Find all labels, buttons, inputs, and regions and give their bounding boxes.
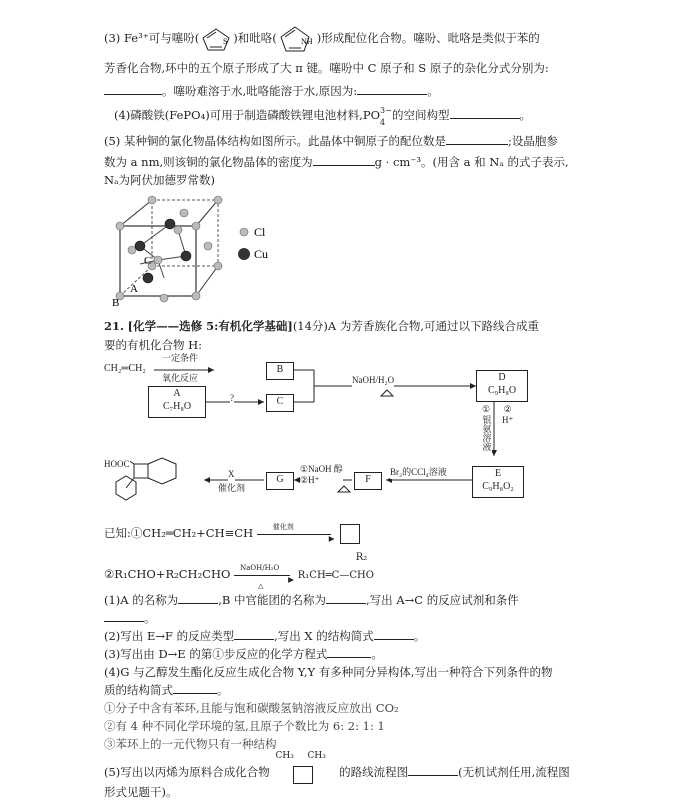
q21-sub4-cont: 质的结构简式 。 <box>104 683 229 697</box>
condition-2: ②有 4 种不同化学环境的氢,且原子个数比为 6: 2: 1: 1 <box>104 719 385 733</box>
cond-label: ①NaOH 醇 ②H⁺ <box>300 464 343 485</box>
eq2-product: R₂ R₁CH═C—CHO <box>297 552 374 581</box>
q21-sub3: (3)写出由 D→E 的第①步反应的化学方程式 。 <box>104 647 383 661</box>
eq2-arrow: NaOH/H₂O ▸ △ <box>234 568 294 582</box>
cyclobutene-product-icon <box>340 524 360 544</box>
q5-line2: 数为 a nm,则该铜的氯化物晶体的密度为 g · cm⁻³。(用含 a 和 Nₐ 的式子表示, <box>104 155 569 169</box>
cond-label: 氧化反应 <box>162 373 199 383</box>
q21-header: 21. [化学——选修 5:有机化学基础](14分)A 为芳香族化合物,可通过以下路线合成重 <box>104 319 540 333</box>
cl-legend-label: Cl <box>254 225 266 239</box>
q3-line3: 。噻吩难溶于水,吡咯能溶于水,原因为: 。 <box>104 83 439 99</box>
answer-blank[interactable] <box>173 682 217 694</box>
dimethylcyclobutene-structure: CH₃ CH₃ <box>273 760 335 786</box>
eq1-arrow: 催化剂 ▸ <box>257 527 337 541</box>
answer-blank[interactable] <box>104 83 162 95</box>
cond-label: 一定条件 <box>162 353 199 363</box>
q21-line2: 要的有机化合物 H: <box>104 338 203 352</box>
q21-sub2: (2)写出 E→F 的反应类型 ,写出 X 的结构简式 。 <box>104 629 426 643</box>
po4-ion-charge: 3− 4 <box>380 106 392 127</box>
synthesis-scheme <box>104 353 517 506</box>
compound-g-box: G <box>266 472 294 490</box>
point-a-label: A <box>130 283 138 295</box>
q3-line2: 芳香化合物,环中的五个原子形成了大 π 键。噻吩中 C 原子和 S 原子的杂化分式分别为: <box>104 61 549 75</box>
q21-sub5-cont: 形式见题干)。 <box>104 785 178 799</box>
known-eq2: ②R₁CHO+R₂CH₂CHO NaOH/H₂O ▸ △ R₂ R₁CH═C—CHO <box>104 552 374 590</box>
condition-1: ①分子中含有苯环,且能与饱和碳酸氢钠溶液反应放出 CO₂ <box>104 701 399 715</box>
crystal-cell-diagram <box>104 194 294 310</box>
q21-sub1-cont: 。 <box>104 610 156 626</box>
answer-blank[interactable] <box>374 628 414 640</box>
cond-label: 催化剂 <box>218 483 246 493</box>
q5-line1: (5) 某种铜的氯化物晶体结构如图所示。此晶体中铜原子的配位数是 ;设晶胞参 <box>104 134 558 148</box>
compound-a-box: A C₇H₈O <box>148 386 206 418</box>
known-eq1: 已知:①CH₂═CH₂+CH≡CH 催化剂 ▸ <box>104 524 360 544</box>
q21-sub1: (1)A 的名称为 ,B 中官能团的名称为 ,写出 A→C 的反应试剂和条件 <box>104 593 519 607</box>
cu-legend-icon <box>238 248 250 260</box>
answer-blank[interactable] <box>313 154 375 166</box>
point-b-label: B <box>112 297 120 309</box>
reagent-x-label: X <box>228 469 235 479</box>
pyrrole-nh-label: NH <box>300 37 313 46</box>
compound-b-box: B <box>266 362 294 380</box>
compound-d-box: D C₉H₈O <box>476 370 528 402</box>
cl-legend-icon <box>240 228 248 236</box>
vert-conditions: ① 银氨溶液 <box>480 404 492 454</box>
answer-blank[interactable] <box>326 592 366 604</box>
cu-legend-label: Cu <box>254 247 269 261</box>
q21-sub4: (4)G 与乙醇发生酯化反应生成化合物 Y,Y 有多种同分异构体,写出一种符合下列条件的物 <box>104 665 553 679</box>
condition-3: ③苯环上的一元代物只有一种结构 <box>104 737 277 751</box>
ethylene-label: CH₂═CH₂ <box>104 363 146 374</box>
hooc-label: HOOC <box>104 459 130 469</box>
q4-line: (4)磷酸铁(FePO₄)可用于制造磷酸铁锂电池材料,PO 3− 4 的空间构型 。 <box>114 106 532 127</box>
compound-c-box: C <box>266 394 294 412</box>
cond-label: NaOH/H₂O <box>352 375 395 385</box>
answer-blank[interactable] <box>450 107 520 119</box>
answer-blank[interactable] <box>408 764 458 776</box>
unknown-reagent-label: ? <box>230 393 234 403</box>
answer-blank[interactable] <box>446 133 508 145</box>
thiophene-structure <box>199 26 233 52</box>
vert-conditions-2: ② H⁺ <box>502 404 514 425</box>
answer-blank[interactable] <box>104 610 144 622</box>
pyrrole-structure <box>277 24 317 54</box>
q5-line3: Nₐ为阿伏加德罗常数) <box>104 173 215 187</box>
thiophene-s-label: S <box>223 37 228 46</box>
answer-blank[interactable] <box>327 646 371 658</box>
compound-f-box: F <box>354 472 382 490</box>
cond-label: Br₂的CCl₄溶液 <box>390 467 447 477</box>
answer-blank[interactable] <box>234 628 274 640</box>
answer-blank[interactable] <box>357 83 427 95</box>
q3-line1: (3) Fe³⁺可与噻吩( S )和吡咯( NH )形成配位化合物。噻吩、吡咯是类似于苯的 <box>104 24 540 54</box>
compound-e-box: E C₉H₈O₂ <box>472 466 524 498</box>
answer-blank[interactable] <box>178 592 218 604</box>
q21-sub5: (5)写出以丙烯为原料合成化合物 CH₃ CH₃ 的路线流程图 (无机试剂任用,流程图 <box>104 760 570 786</box>
point-c-label: C <box>144 255 152 267</box>
